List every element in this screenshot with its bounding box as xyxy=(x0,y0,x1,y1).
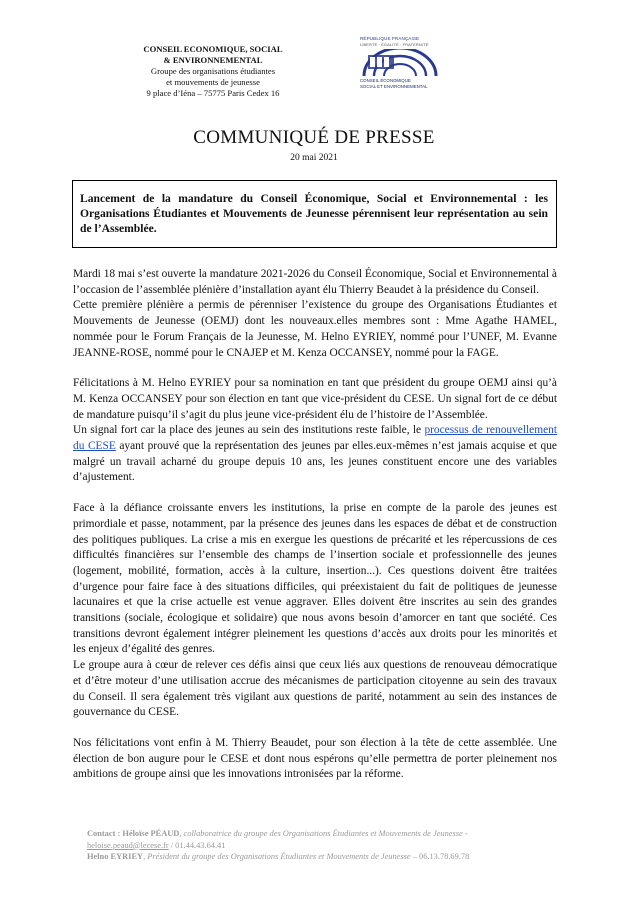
headline-box xyxy=(72,180,557,248)
logo-name-line1: CONSEIL ÉCONOMIQUE xyxy=(360,78,411,83)
paragraph-4-before: Un signal fort car la place des jeunes au sein des institutions reste faible, le xyxy=(73,424,425,437)
org-name-line2: & ENVIRONNEMENTAL xyxy=(163,55,263,65)
paragraph-4 xyxy=(73,423,557,486)
contact2-phone: – 06.13.78.69.78 xyxy=(410,852,470,862)
org-name-line1: CONSEIL ECONOMIQUE, SOCIAL xyxy=(143,44,283,54)
republic-label: RÉPUBLIQUE FRANÇAISE xyxy=(360,36,420,41)
group-name-line2: et mouvements de jeunesse xyxy=(166,77,260,87)
hemicycle-logo-icon xyxy=(360,49,440,77)
paragraph-4-after: ayant prouvé que la représentation des jeunes par elles.eux-mêmes n’est jamais acquise et que malgré un travail acharné du groupe depuis 10 ans, les jeunes constituent encore une des variables d’ajustement. xyxy=(73,440,557,484)
paragraph-2: Cette première plénière a permis de pérenniser l’existence du groupe des Organisations Étudiantes et Mouvements de Jeunesse (OEMJ) dont les nouveaux.elles membres sont : Mme Agathe HAMEL, nommée pour le Forum Français de la Jeunesse, M. Helno EYRIEY, nommé pour l’UNEF, M. Evanne JEANNE-ROSE, nommé pour le CNAJEP et M. Kenza OCCANSEY, nommé pour la FAGE. xyxy=(73,299,557,359)
paragraph-5: Face à la défiance croissante envers les institutions, la prise en compte de la parole des jeunes est primordiale et passe, notamment, par la présence des jeunes dans les espaces de débat et de construction des politiques publiques. La crise a mis en exergue les questions de précarité et les répercussions de ces difficultés financières sur l’ensemble des champs de l’insertion sociale et professionnelle des jeunes (logement, mobilité, formation, accès à la culture, insertion...). Ces questions doivent être traitées d’urgence pour faire face à des situations difficiles, qui préexistaient du fait de politiques de jeunesse lacunaires et que la crise actuelle est venue aggraver. Elles doivent être inscrites au sein des grandes transitions (sociale, écologique et solidaire) que nous avons besoin d’amorcer en tant que société. Ces transitions devront également intégrer pleinement les questions d’accès aux droits pour les minorités et les enjeux d’égalité des genres. xyxy=(73,502,557,656)
contact1-email-link[interactable]: heloise.peaud@lecese.fr xyxy=(87,840,169,850)
contact-label: Contact : xyxy=(87,829,123,838)
page-title: COMMUNIQUÉ DE PRESSE xyxy=(193,127,435,148)
contact1-name: Héloïse PÉAUD xyxy=(122,829,180,838)
cese-renewal-link[interactable]: processus de renouvellement du CESE xyxy=(73,424,557,453)
address: 9 place d’Iéna – 75775 Paris Cedex 16 xyxy=(146,88,280,98)
paragraph-6: Le groupe aura à cœur de relever ces défis ainsi que ceux liés aux questions de renouveau démocratique et d’être moteur d’une utilisation accrue des mécanismes de participation citoyenne au sein des travaux du Conseil. Il sera également très vigilant aux questions de parité, notamment au sein des instances de gouvernance du CESE. xyxy=(73,659,557,719)
press-date: 20 mai 2021 xyxy=(290,153,338,163)
press-release-body xyxy=(73,267,557,783)
contact1-role: , collaboratrice du groupe des Organisations Étudiantes et Mouvements de Jeunesse - xyxy=(179,829,468,838)
group-name-line1: Groupe des organisations étudiantes xyxy=(150,66,276,76)
contact2-name: Helno EYRIEY xyxy=(87,852,144,862)
letterhead xyxy=(118,44,308,99)
paragraph-1: Mardi 18 mai s’est ouverte la mandature 2021-2026 du Conseil Économique, Social et Environnemental à l’occasion de l’assemblée plénière d’installation ayant élu Thierry Beaudet à la présidence du Conseil. xyxy=(73,268,557,296)
contact2-role: , Président du groupe des Organisations Étudiantes et Mouvements de Jeunesse xyxy=(143,852,411,862)
headline-text: Lancement de la mandature du Conseil Économique, Social et Environnemental : les Organisations Étudiantes et Mouvements de Jeunesse pérennisent leur représentation au sein de l’Assemblée. xyxy=(80,192,548,235)
contact-line-2 xyxy=(87,840,547,852)
contact-footer xyxy=(87,828,547,863)
contact-line-1 xyxy=(87,828,547,840)
contact1-phone: / 01.44.43.64.41 xyxy=(168,840,226,850)
logo-name-line2: SOCIAL ET ENVIRONNEMENTAL xyxy=(360,84,428,89)
cese-logo xyxy=(360,36,444,89)
motto-label: LIBERTÉ · ÉGALITÉ · FRATERNITÉ xyxy=(360,41,429,47)
contact-line-3 xyxy=(87,851,547,863)
paragraph-7: Nos félicitations vont enfin à M. Thierry Beaudet, pour son élection à la tête de cette assemblée. Une élection de bon augure pour le CESE et dont nous espérons qu’elle permettra de porter pleinement nos ambitions de groupe ainsi que les innovations intronisées par la réforme. xyxy=(73,736,557,781)
paragraph-3: Félicitations à M. Helno EYRIEY pour sa nomination en tant que président du groupe OEMJ ainsi qu’à M. Kenza OCCANSEY pour son élection en tant que vice-président du CESE. Un signal fort de ce début de mandature puisqu’il s’agit du plus jeune vice-président élu de l’histoire de l’Assemblée. xyxy=(73,377,557,421)
